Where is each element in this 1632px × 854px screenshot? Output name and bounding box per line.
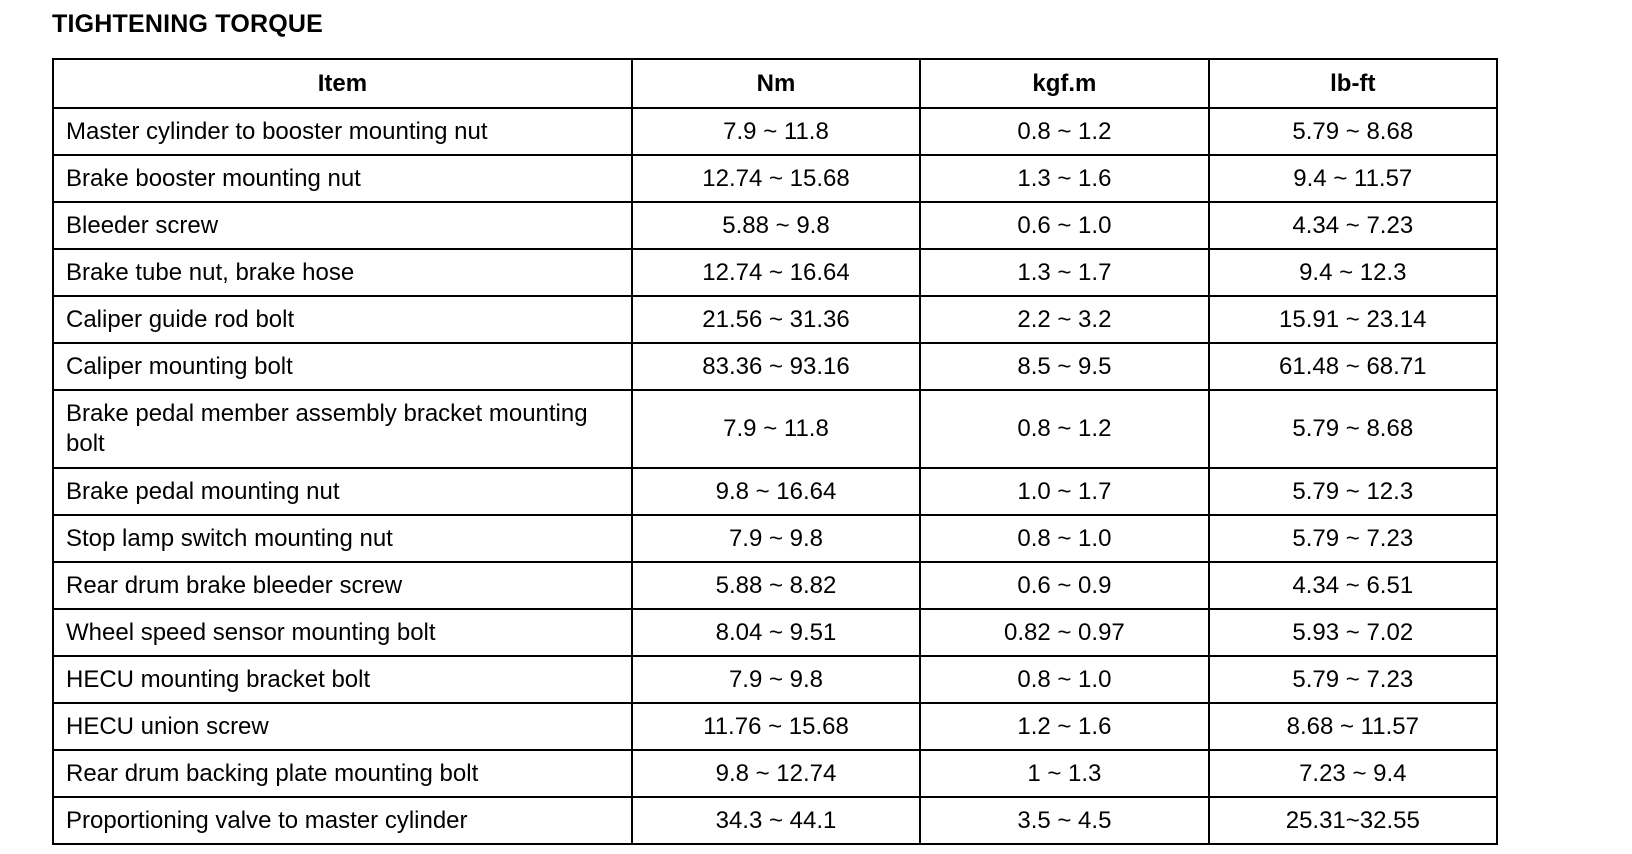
item-cell: Rear drum backing plate mounting bolt <box>53 750 632 797</box>
item-cell: Brake pedal member assembly bracket mounting bolt <box>53 390 632 468</box>
table-row <box>53 202 1497 249</box>
nm-cell: 21.56 ~ 31.36 <box>632 296 920 343</box>
table-row <box>53 656 1497 703</box>
lbft-cell: 25.31~32.55 <box>1209 797 1497 844</box>
nm-cell: 9.8 ~ 16.64 <box>632 468 920 515</box>
item-cell: HECU union screw <box>53 703 632 750</box>
nm-cell: 12.74 ~ 16.64 <box>632 249 920 296</box>
lbft-cell: 8.68 ~ 11.57 <box>1209 703 1497 750</box>
table-row <box>53 468 1497 515</box>
column-header-nm: Nm <box>632 59 920 108</box>
table-row <box>53 609 1497 656</box>
lbft-cell: 5.79 ~ 8.68 <box>1209 390 1497 468</box>
nm-cell: 9.8 ~ 12.74 <box>632 750 920 797</box>
table-row <box>53 703 1497 750</box>
kgfm-cell: 1.0 ~ 1.7 <box>920 468 1208 515</box>
kgfm-cell: 1.3 ~ 1.6 <box>920 155 1208 202</box>
kgfm-cell: 0.8 ~ 1.0 <box>920 515 1208 562</box>
table-row <box>53 515 1497 562</box>
lbft-cell: 5.79 ~ 12.3 <box>1209 468 1497 515</box>
item-cell: HECU mounting bracket bolt <box>53 656 632 703</box>
item-cell: Caliper guide rod bolt <box>53 296 632 343</box>
nm-cell: 11.76 ~ 15.68 <box>632 703 920 750</box>
lbft-cell: 5.79 ~ 7.23 <box>1209 515 1497 562</box>
kgfm-cell: 1.3 ~ 1.7 <box>920 249 1208 296</box>
kgfm-cell: 0.8 ~ 1.2 <box>920 108 1208 155</box>
nm-cell: 5.88 ~ 8.82 <box>632 562 920 609</box>
table-header-row <box>53 59 1497 108</box>
page-title: TIGHTENING TORQUE <box>52 10 324 38</box>
item-cell: Brake booster mounting nut <box>53 155 632 202</box>
table-row <box>53 155 1497 202</box>
nm-cell: 7.9 ~ 9.8 <box>632 515 920 562</box>
item-cell: Rear drum brake bleeder screw <box>53 562 632 609</box>
kgfm-cell: 1 ~ 1.3 <box>920 750 1208 797</box>
lbft-cell: 7.23 ~ 9.4 <box>1209 750 1497 797</box>
lbft-cell: 5.79 ~ 8.68 <box>1209 108 1497 155</box>
lbft-cell: 61.48 ~ 68.71 <box>1209 343 1497 390</box>
item-cell: Caliper mounting bolt <box>53 343 632 390</box>
torque-table <box>52 58 1498 845</box>
kgfm-cell: 1.2 ~ 1.6 <box>920 703 1208 750</box>
item-cell: Brake pedal mounting nut <box>53 468 632 515</box>
lbft-cell: 9.4 ~ 12.3 <box>1209 249 1497 296</box>
kgfm-cell: 0.6 ~ 1.0 <box>920 202 1208 249</box>
lbft-cell: 4.34 ~ 6.51 <box>1209 562 1497 609</box>
nm-cell: 8.04 ~ 9.51 <box>632 609 920 656</box>
lbft-cell: 5.79 ~ 7.23 <box>1209 656 1497 703</box>
kgfm-cell: 0.6 ~ 0.9 <box>920 562 1208 609</box>
nm-cell: 83.36 ~ 93.16 <box>632 343 920 390</box>
nm-cell: 7.9 ~ 11.8 <box>632 108 920 155</box>
kgfm-cell: 0.82 ~ 0.97 <box>920 609 1208 656</box>
lbft-cell: 5.93 ~ 7.02 <box>1209 609 1497 656</box>
kgfm-cell: 8.5 ~ 9.5 <box>920 343 1208 390</box>
item-cell: Proportioning valve to master cylinder <box>53 797 632 844</box>
kgfm-cell: 0.8 ~ 1.2 <box>920 390 1208 468</box>
nm-cell: 7.9 ~ 9.8 <box>632 656 920 703</box>
nm-cell: 34.3 ~ 44.1 <box>632 797 920 844</box>
table-row <box>53 390 1497 468</box>
item-cell: Master cylinder to booster mounting nut <box>53 108 632 155</box>
table-row <box>53 296 1497 343</box>
nm-cell: 12.74 ~ 15.68 <box>632 155 920 202</box>
table-row <box>53 343 1497 390</box>
item-cell: Wheel speed sensor mounting bolt <box>53 609 632 656</box>
item-cell: Bleeder screw <box>53 202 632 249</box>
table-row <box>53 249 1497 296</box>
table-row <box>53 108 1497 155</box>
item-cell: Brake tube nut, brake hose <box>53 249 632 296</box>
kgfm-cell: 2.2 ~ 3.2 <box>920 296 1208 343</box>
column-header-lbft: lb-ft <box>1209 59 1497 108</box>
table-row <box>53 750 1497 797</box>
nm-cell: 5.88 ~ 9.8 <box>632 202 920 249</box>
table-row <box>53 797 1497 844</box>
nm-cell: 7.9 ~ 11.8 <box>632 390 920 468</box>
column-header-item: Item <box>53 59 632 108</box>
column-header-kgfm: kgf.m <box>920 59 1208 108</box>
item-cell: Stop lamp switch mounting nut <box>53 515 632 562</box>
kgfm-cell: 0.8 ~ 1.0 <box>920 656 1208 703</box>
lbft-cell: 9.4 ~ 11.57 <box>1209 155 1497 202</box>
kgfm-cell: 3.5 ~ 4.5 <box>920 797 1208 844</box>
lbft-cell: 4.34 ~ 7.23 <box>1209 202 1497 249</box>
lbft-cell: 15.91 ~ 23.14 <box>1209 296 1497 343</box>
table-row <box>53 562 1497 609</box>
